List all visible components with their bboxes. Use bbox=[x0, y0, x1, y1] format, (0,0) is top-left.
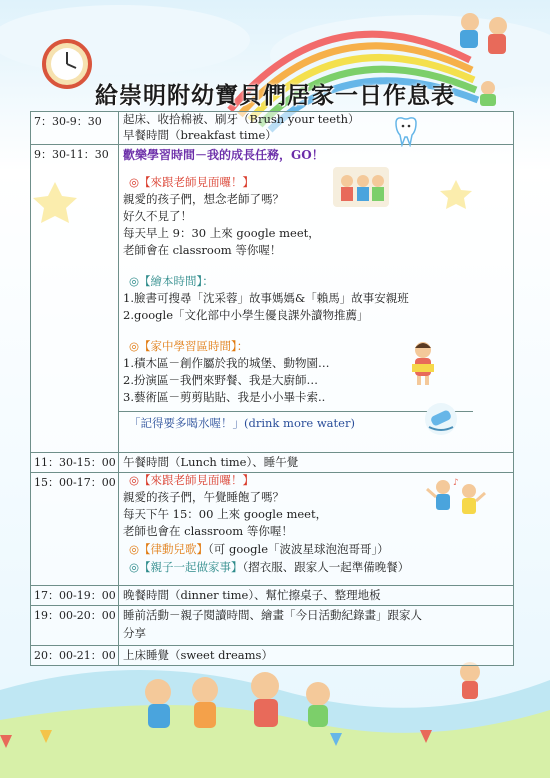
time-cell: 17：00-19：00 bbox=[31, 586, 119, 605]
activity-cell bbox=[123, 453, 509, 472]
activity-cell bbox=[123, 473, 509, 585]
svg-text:♪: ♪ bbox=[453, 478, 459, 488]
page-title: 給崇明附幼寶貝們居家一日作息表 bbox=[95, 83, 455, 109]
tooth-icon bbox=[392, 117, 420, 147]
activity-line: 3.藝術區－剪剪貼貼、我是小小畢卡索.. bbox=[123, 390, 326, 404]
schedule-row-morning bbox=[31, 112, 513, 145]
time-cell: 20：00-21：00 bbox=[31, 646, 119, 665]
activity-line bbox=[129, 541, 389, 558]
divider bbox=[119, 411, 473, 412]
water-bottle-icon bbox=[421, 399, 461, 437]
activity-line: 親愛的孩子們，午覺睡飽了嗎？ bbox=[123, 490, 284, 504]
time-cell: 9：30-11：30 bbox=[31, 145, 119, 452]
schedule-row-bedtime-activity bbox=[31, 606, 513, 646]
water-reminder: 「記得要多喝水喔！」(drink more water) bbox=[129, 416, 355, 430]
activity-line: 每天下午 15：00 上來 google meet， bbox=[123, 507, 328, 521]
activity-line: 晚餐時間（dinner time）、幫忙擦桌子、整理地板 bbox=[123, 588, 381, 602]
activity-cell bbox=[123, 606, 509, 645]
meet-teacher-title: ◎【來跟老師見面囉！】 bbox=[129, 473, 255, 487]
chores-note: （摺衣服、跟家人一起準備晚餐） bbox=[242, 560, 410, 574]
learning-area-title: ◎【家中學習區時間】： bbox=[129, 339, 249, 353]
schedule-table bbox=[30, 111, 514, 666]
rhythm-song-title: ◎【律動兒歌】 bbox=[129, 542, 209, 556]
activity-cell bbox=[123, 586, 509, 605]
activity-line bbox=[129, 559, 409, 576]
activity-line: 2.扮演區－我們來野餐、我是大廚師… bbox=[123, 373, 318, 387]
activity-line: 1.臉書可搜尋「沈采蓉」故事媽媽&「賴馬」故事安親班 bbox=[123, 291, 409, 305]
schedule-row-afternoon bbox=[31, 473, 513, 586]
activity-line: 每天早上 9：30 上來 google meet， bbox=[123, 226, 320, 240]
time-cell: 15：00-17：00 bbox=[31, 473, 119, 585]
teacher-kids-icon bbox=[333, 167, 389, 207]
schedule-row-learning bbox=[31, 145, 513, 453]
schedule-row-dinner bbox=[31, 586, 513, 606]
activity-cell bbox=[123, 112, 509, 144]
time-cell: 19：00-20：00 bbox=[31, 606, 119, 645]
activity-cell bbox=[123, 145, 509, 452]
dancing-kids-icon bbox=[423, 475, 487, 525]
time-cell: 7：30-9：30 bbox=[31, 112, 119, 144]
girl-reading-icon bbox=[408, 340, 438, 386]
chores-title: ◎【親子一起做家事】 bbox=[129, 560, 243, 574]
activity-line: 早餐時間（breakfast time） bbox=[123, 128, 277, 142]
activity-line: 分享 bbox=[123, 626, 146, 640]
activity-line: 起床、收拾棉被、刷牙（Brush your teeth） bbox=[123, 112, 360, 126]
picture-book-title: ◎【繪本時間】： bbox=[129, 274, 214, 288]
rhythm-song-note: （可 google「波波星球泡泡哥哥」） bbox=[208, 542, 389, 556]
activity-line: 睡前活動－親子閱讀時間、繪畫「今日活動紀錄畫」跟家人 bbox=[123, 608, 422, 622]
schedule-row-sleep bbox=[31, 646, 513, 665]
activity-line: 2.google「文化部中小學生優良課外讀物推薦」 bbox=[123, 308, 369, 322]
activity-line: 午餐時間（Lunch time）、睡午覺 bbox=[123, 455, 299, 469]
activity-line: 1.積木區－創作屬於我的城堡、動物園… bbox=[123, 356, 330, 370]
activity-line: 好久不見了！ bbox=[123, 209, 192, 223]
activity-line: 上床睡覺（sweet dreams） bbox=[123, 648, 273, 662]
activity-line: 親愛的孩子們，想念老師了嗎？ bbox=[123, 192, 284, 206]
activity-line: 老師也會在 classroom 等你喔！ bbox=[123, 524, 293, 538]
activity-line: 老師會在 classroom 等你喔！ bbox=[123, 243, 282, 257]
meet-teacher-title: ◎【來跟老師見面囉！】 bbox=[129, 175, 255, 189]
activity-cell bbox=[123, 646, 509, 665]
section-heading: 歡樂學習時間－我的成長任務，GO！ bbox=[123, 148, 324, 162]
time-cell: 11：30-15：00 bbox=[31, 453, 119, 472]
schedule-row-lunch bbox=[31, 453, 513, 473]
